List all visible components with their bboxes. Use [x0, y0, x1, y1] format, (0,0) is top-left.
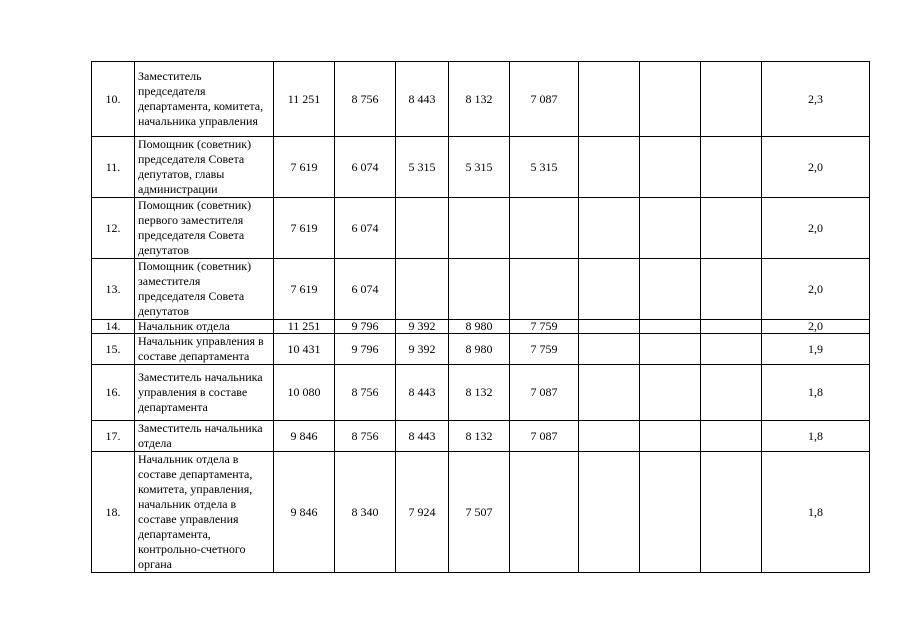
- salary-cell: 8 132: [449, 421, 510, 452]
- salary-cell: [701, 137, 762, 198]
- salary-cell: 10 080: [274, 365, 335, 421]
- position-name: Начальник управления в составе департамента: [135, 334, 274, 365]
- salary-cell: [701, 62, 762, 137]
- salary-cell: [510, 259, 579, 320]
- row-number: 16.: [92, 365, 135, 421]
- coefficient-cell: 2,0: [762, 137, 870, 198]
- salary-cell: [510, 452, 579, 573]
- table-row: [92, 320, 870, 334]
- salary-cell: 9 796: [335, 334, 396, 365]
- salary-cell: 7 759: [510, 320, 579, 334]
- table-row: [92, 334, 870, 365]
- salary-cell: 8 756: [335, 365, 396, 421]
- position-name: Заместитель председателя департамента, комитета, начальника управления: [135, 62, 274, 137]
- table-row: [92, 198, 870, 259]
- salary-cell: [579, 62, 640, 137]
- salary-cell: 8 443: [396, 421, 449, 452]
- salary-cell: 9 392: [396, 334, 449, 365]
- salary-cell: 5 315: [396, 137, 449, 198]
- salary-cell: [640, 137, 701, 198]
- salary-cell: [640, 452, 701, 573]
- salary-cell: [449, 198, 510, 259]
- position-name: Заместитель начальника управления в составе департамента: [135, 365, 274, 421]
- salary-cell: 8 756: [335, 62, 396, 137]
- table-row: [92, 62, 870, 137]
- position-name: Начальник отдела: [135, 320, 274, 334]
- position-name: Помощник (советник) первого заместителя председателя Совета депутатов: [135, 198, 274, 259]
- salary-cell: 8 980: [449, 320, 510, 334]
- salary-cell: 7 619: [274, 259, 335, 320]
- salary-cell: [640, 421, 701, 452]
- salary-cell: [396, 198, 449, 259]
- row-number: 17.: [92, 421, 135, 452]
- salary-cell: [579, 421, 640, 452]
- table-row: [92, 259, 870, 320]
- coefficient-cell: 1,9: [762, 334, 870, 365]
- salary-cell: [701, 334, 762, 365]
- salary-cell: 9 846: [274, 452, 335, 573]
- salary-cell: 8 443: [396, 365, 449, 421]
- salary-cell: [640, 198, 701, 259]
- salary-cell: [640, 62, 701, 137]
- salary-cell: 8 132: [449, 62, 510, 137]
- salary-cell: [510, 198, 579, 259]
- salary-cell: 7 507: [449, 452, 510, 573]
- coefficient-cell: 2,3: [762, 62, 870, 137]
- salary-cell: [701, 198, 762, 259]
- salary-cell: [701, 452, 762, 573]
- salary-cell: 8 443: [396, 62, 449, 137]
- salary-cell: 8 980: [449, 334, 510, 365]
- table-row: [92, 365, 870, 421]
- coefficient-cell: 1,8: [762, 365, 870, 421]
- salary-cell: 5 315: [449, 137, 510, 198]
- salary-cell: [640, 259, 701, 320]
- position-name: Начальник отдела в составе департамента, комитета, управления, начальник отдела в составе управления департамента, контрольно-счетного органа: [135, 452, 274, 573]
- row-number: 10.: [92, 62, 135, 137]
- salary-cell: 9 846: [274, 421, 335, 452]
- salary-cell: 6 074: [335, 137, 396, 198]
- coefficient-cell: 2,0: [762, 320, 870, 334]
- salary-cell: 7 619: [274, 198, 335, 259]
- salary-cell: 9 796: [335, 320, 396, 334]
- salary-cell: 7 087: [510, 421, 579, 452]
- salary-cell: [579, 452, 640, 573]
- salary-cell: [640, 365, 701, 421]
- salary-cell: [449, 259, 510, 320]
- salary-cell: [579, 198, 640, 259]
- salary-cell: 8 340: [335, 452, 396, 573]
- salary-cell: 8 756: [335, 421, 396, 452]
- row-number: 18.: [92, 452, 135, 573]
- salary-cell: [701, 259, 762, 320]
- salary-cell: 6 074: [335, 198, 396, 259]
- salary-cell: 9 392: [396, 320, 449, 334]
- salary-cell: [579, 334, 640, 365]
- salary-cell: 7 924: [396, 452, 449, 573]
- salary-cell: [640, 320, 701, 334]
- salary-cell: 7 619: [274, 137, 335, 198]
- row-number: 14.: [92, 320, 135, 334]
- table-row: [92, 452, 870, 573]
- salary-cell: [701, 421, 762, 452]
- salary-cell: [396, 259, 449, 320]
- coefficient-cell: 2,0: [762, 198, 870, 259]
- salary-cell: 8 132: [449, 365, 510, 421]
- salary-table: [91, 61, 870, 573]
- table-row: [92, 137, 870, 198]
- salary-cell: 7 087: [510, 365, 579, 421]
- position-name: Помощник (советник) заместителя председателя Совета депутатов: [135, 259, 274, 320]
- salary-cell: 11 251: [274, 320, 335, 334]
- position-name: Помощник (советник) председателя Совета депутатов, главы администрации: [135, 137, 274, 198]
- salary-cell: 5 315: [510, 137, 579, 198]
- salary-cell: [579, 137, 640, 198]
- salary-cell: 7 759: [510, 334, 579, 365]
- table-row: [92, 421, 870, 452]
- salary-cell: 11 251: [274, 62, 335, 137]
- salary-cell: [579, 365, 640, 421]
- row-number: 12.: [92, 198, 135, 259]
- coefficient-cell: 2,0: [762, 259, 870, 320]
- position-name: Заместитель начальника отдела: [135, 421, 274, 452]
- salary-cell: [701, 320, 762, 334]
- row-number: 11.: [92, 137, 135, 198]
- salary-cell: [640, 334, 701, 365]
- salary-cell: 10 431: [274, 334, 335, 365]
- salary-cell: [579, 259, 640, 320]
- row-number: 13.: [92, 259, 135, 320]
- coefficient-cell: 1,8: [762, 452, 870, 573]
- salary-cell: 6 074: [335, 259, 396, 320]
- salary-cell: [701, 365, 762, 421]
- row-number: 15.: [92, 334, 135, 365]
- salary-cell: 7 087: [510, 62, 579, 137]
- salary-cell: [579, 320, 640, 334]
- coefficient-cell: 1,8: [762, 421, 870, 452]
